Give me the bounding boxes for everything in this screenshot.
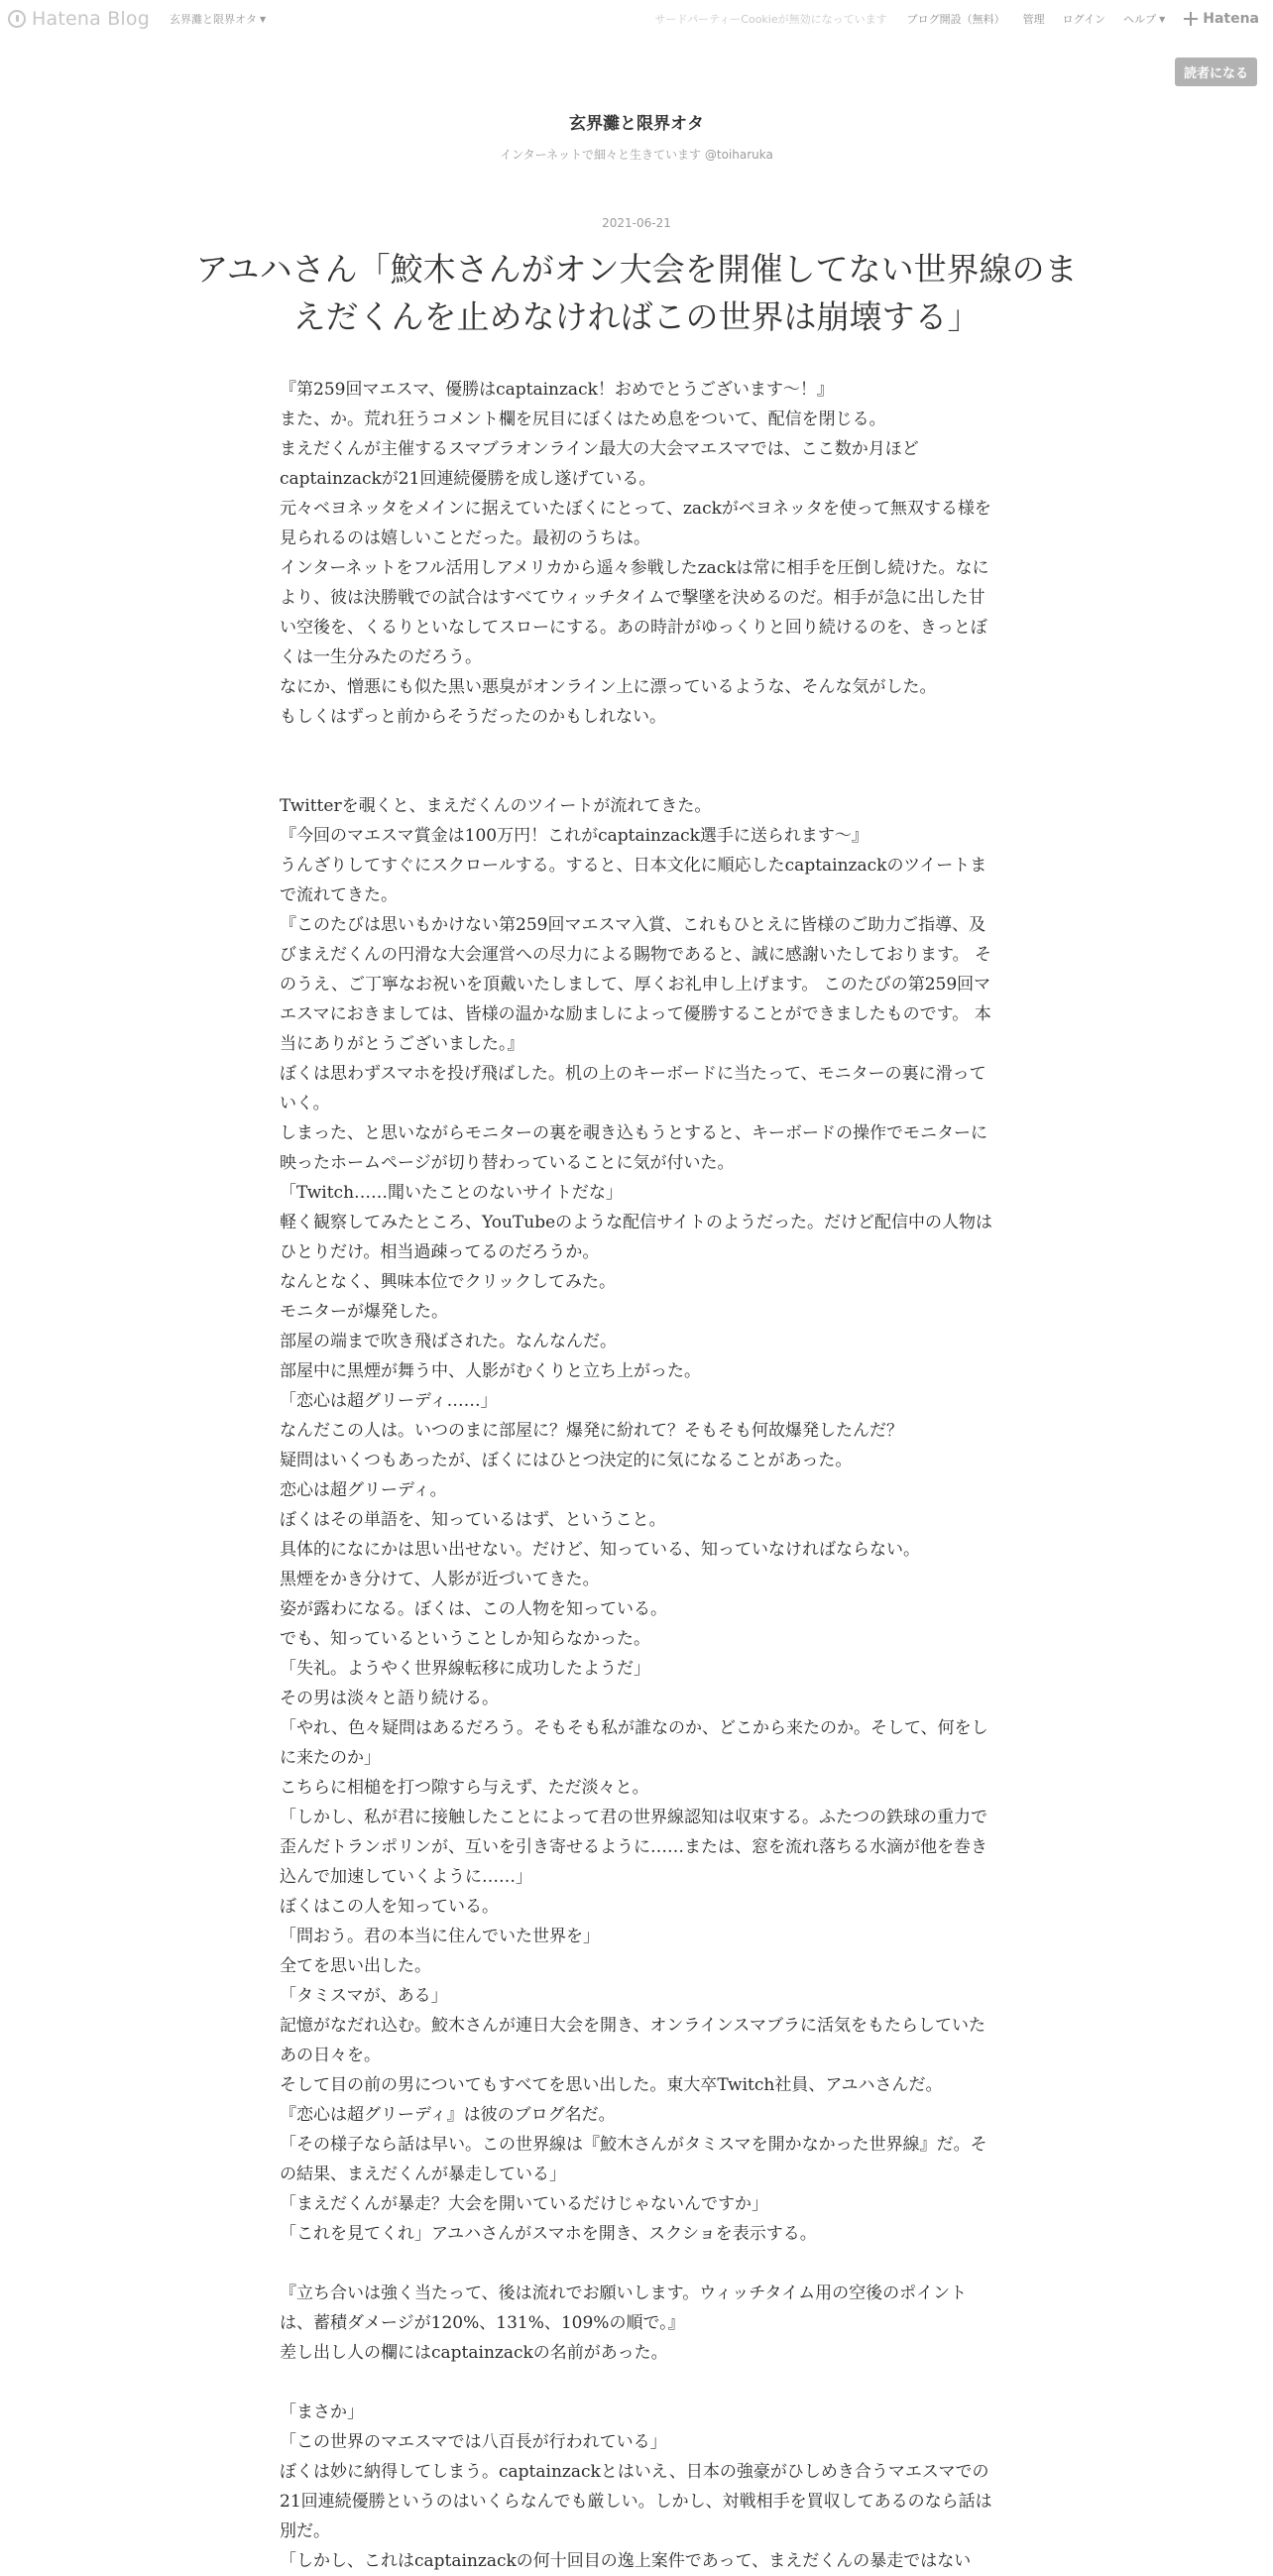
cookie-notice: サードパーティーCookieが無効になっています: [654, 13, 887, 26]
entry-paragraph: 具体的になにかは思い出せない。だけど、知っている、知っていなければならない。: [280, 1540, 920, 1560]
entry-paragraph: 全てを思い出した。: [280, 1956, 431, 1976]
entry-paragraph: 部屋の端まで吹き飛ばされた。なんなんだ。: [280, 1332, 617, 1351]
entry-paragraph: なにか、憎悪にも似た黒い悪臭がオンライン上に漂っているような、そんな気がした。: [280, 677, 937, 697]
entry-paragraph: ぼくは思わずスマホを投げ飛ばした。机の上のキーボードに当たって、モニターの裏に滑っていく。: [280, 1064, 986, 1113]
entry-paragraph: 「タミスマが、ある」: [280, 1986, 448, 2006]
entry-paragraph: ぼくはその単語を、知っているはず、ということ。: [280, 1510, 666, 1530]
entry-paragraph: 「これを見てくれ」アユハさんがスマホを開き、スクショを表示する。: [280, 2224, 817, 2244]
entry-paragraph: 「まさか」: [280, 2402, 364, 2422]
entry-title[interactable]: アユハさん「鮫木さんがオン大会を開催してない世界線のまえだくんを止めなければこの世界は崩壊する」: [195, 250, 1078, 336]
entry-paragraph: インターネットをフル活用しアメリカから遥々参戦したzackは常に相手を圧倒し続けた。なにより、彼は決勝戦での試合はすべてウィッチタイムで撃墜を決めるのだ。相手が急に出した甘い空後を、くるりといなしてスローにする。あの時計がゆっくりと回り続けるのを、きっとぼくは一生分みたのだろう。: [280, 558, 989, 667]
entry-paragraph: 部屋中に黒煙が舞う中、人影がむくりと立ち上がった。: [280, 1361, 701, 1381]
admin-link[interactable]: 管理: [1022, 13, 1045, 26]
logo-text: Hatena Blog: [32, 8, 150, 30]
entry-paragraph: 恋心は超グリーディ。: [280, 1480, 447, 1500]
entry-paragraph: 「失礼。ようやく世界線転移に成功したようだ」: [280, 1659, 650, 1679]
global-header: [0, 0, 1273, 38]
paragraph-spacer: [280, 2368, 995, 2398]
entry-paragraph: 「しかし、これはcaptainzackの何十回目の逸上案件であって、まえだくんの暴走ではない: [280, 2551, 972, 2571]
login-link[interactable]: ログイン: [1062, 13, 1106, 26]
entry-paragraph: 差し出し人の欄にはcaptainzackの名前があった。: [280, 2343, 668, 2363]
entry-paragraph: 『立ち合いは強く当たって、後は流れでお願いします。ウィッチタイム用の空後のポイントは、蓄積ダメージが120%、131%、109%の順で。』: [280, 2283, 968, 2333]
entry-paragraph: 「この世界のマエスマでは八百長が行われている」: [280, 2432, 667, 2452]
blog-description: インターネットで細々と生きています @toiharuka: [500, 148, 773, 162]
entry-paragraph: 軽く観察してみたところ、YouTubeのような配信サイトのようだった。だけど配信中の人物はひとりだけ。相当過疎ってるのだろうか。: [280, 1213, 992, 1262]
blog-menu-label: 玄界灘と限界オタ: [170, 13, 257, 26]
entry-paragraph: 疑問はいくつもあったが、ぼくにはひとつ決定的に気になることがあった。: [280, 1451, 853, 1470]
entry-paragraph: 姿が露わになる。ぼくは、この人物を知っている。: [280, 1599, 667, 1619]
hatena-blog-logo[interactable]: [8, 0, 150, 38]
entry-paragraph: ぼくはこの人を知っている。: [280, 1897, 499, 1917]
entry-body: [280, 375, 995, 2576]
entry-paragraph: その男は淡々と語り続ける。: [280, 1689, 499, 1708]
entry-paragraph: しまった、と思いながらモニターの裏を覗き込もうとすると、キーボードの操作でモニターに映ったホームページが切り替わっていることに気が付いた。: [280, 1123, 987, 1173]
entry-paragraph: 「問おう。君の本当に住んでいた世界を」: [280, 1927, 600, 1946]
entry-paragraph: 記憶がなだれ込む。鮫木さんが連日大会を開き、オンラインスマブラに活気をもたらしていたあの日々を。: [280, 2016, 985, 2065]
entry-paragraph: モニターが爆発した。: [280, 1302, 448, 1322]
start-blog-link[interactable]: ブログ開設（無料）: [906, 13, 1005, 26]
entry-paragraph: もしくはずっと前からそうだったのかもしれない。: [280, 707, 666, 727]
entry-paragraph: 『第259回マエスマ、優勝はcaptainzack！おめでとうございます～！』: [280, 380, 834, 400]
paragraph-spacer: [280, 2249, 995, 2279]
entry-paragraph: 『恋心は超グリーディ』は彼のブログ名だ。: [280, 2105, 616, 2125]
entry-paragraph: うんざりしてすぐにスクロールする。すると、日本文化に順応したcaptainzackのツイートまで流れてきた。: [280, 856, 987, 905]
entry-paragraph: 「まえだくんが暴走？大会を開いているだけじゃないんですか」: [280, 2194, 768, 2214]
entry-paragraph: 「やれ、色々疑問はあるだろう。そもそも私が誰なのか、どこから来たのか。そして、何をしに来たのか」: [280, 1718, 988, 1768]
entry-paragraph: 『このたびは思いもかけない第259回マエスマ入賞、これもひとえに皆様のご助力ご指導、及びまえだくんの円滑な大会運営への尽力による賜物であると、誠に感謝いたしております。 そのうえ、ご丁寧なお祝いを頂戴いたしまして、厚くお礼申し上げます。 このたびの第259回マエスマにおきましては、皆様の温かな励ましによって優勝することができましたものです。 本当にありがとうございました。』: [280, 915, 992, 1054]
blog-menu[interactable]: [170, 11, 266, 27]
blog-title[interactable]: 玄界灘と限界オタ: [569, 114, 704, 134]
entry-paragraph: 「しかし、私が君に接触したことによって君の世界線認知は収束する。ふたつの鉄球の重力で歪んだトランポリンが、互いを引き寄せるように……または、窓を流れ落ちる水滴が他を巻き込んで加速していくように……」: [280, 1808, 987, 1887]
entry-paragraph: そして目の前の男についてもすべてを思い出した。東大卒Twitch社員、アユハさんだ。: [280, 2075, 943, 2095]
global-nav: [654, 0, 1273, 38]
entry-paragraph: 黒煙をかき分けて、人影が近づいてきた。: [280, 1570, 600, 1589]
help-menu[interactable]: [1123, 11, 1165, 27]
entry-paragraph: なんだこの人は。いつのまに部屋に？爆発に紛れて？そもそも何故爆発したんだ？: [280, 1421, 903, 1441]
entry-paragraph: Twitterを覗くと、まえだくんのツイートが流れてきた。: [280, 796, 712, 816]
subscribe-button[interactable]: 読者になる: [1175, 58, 1257, 86]
entry-paragraph: でも、知っているということしか知らなかった。: [280, 1629, 650, 1649]
hatena-menu[interactable]: [1183, 11, 1259, 27]
chevron-down-icon: ▼: [1159, 14, 1166, 24]
entry-paragraph: まえだくんが主催するスマブラオンライン最大の大会マエスマでは、ここ数か月ほどcaptainzackが21回連続優勝を成し遂げている。: [280, 439, 919, 489]
entry-paragraph: こちらに相槌を打つ隙すら与えず、ただ淡々と。: [280, 1778, 649, 1798]
entry-paragraph: また、か。荒れ狂うコメント欄を尻目にぼくはため息をついて、配信を閉じる。: [280, 410, 886, 429]
entry-paragraph: 「恋心は超グリーディ……」: [280, 1391, 498, 1411]
hatena-blog-logo-icon: [8, 10, 26, 28]
help-label: ヘルプ: [1123, 13, 1157, 26]
hatena-label: Hatena: [1203, 11, 1259, 27]
entry-paragraph: 『今回のマエスマ賞金は100万円！これがcaptainzack選手に送られます～』: [280, 826, 868, 846]
entry-date[interactable]: 2021-06-21: [602, 216, 671, 230]
entry-paragraph: ぼくは妙に納得してしまう。captainzackとはいえ、日本の強豪がひしめき合うマエスマでの21回連続優勝というのはいくらなんでも厳しい。しかし、対戦相手を買収してあるのなら話は別だ。: [280, 2462, 992, 2541]
hatena-plus-icon: [1183, 11, 1199, 27]
entry-paragraph: 「その様子なら話は早い。この世界線は『鮫木さんがタミスマを開かなかった世界線』だ。その結果、まえだくんが暴走している」: [280, 2135, 987, 2184]
entry-paragraph: なんとなく、興味本位でクリックしてみた。: [280, 1272, 616, 1292]
paragraph-spacer: [280, 732, 995, 791]
chevron-down-icon: ▼: [260, 14, 267, 24]
entry-paragraph: 元々ベヨネッタをメインに据えていたぼくにとって、zackがベヨネッタを使って無双する様を見られるのは嬉しいことだった。最初のうちは。: [280, 499, 991, 548]
entry-paragraph: 「Twitch……聞いたことのないサイトだな」: [280, 1183, 623, 1203]
